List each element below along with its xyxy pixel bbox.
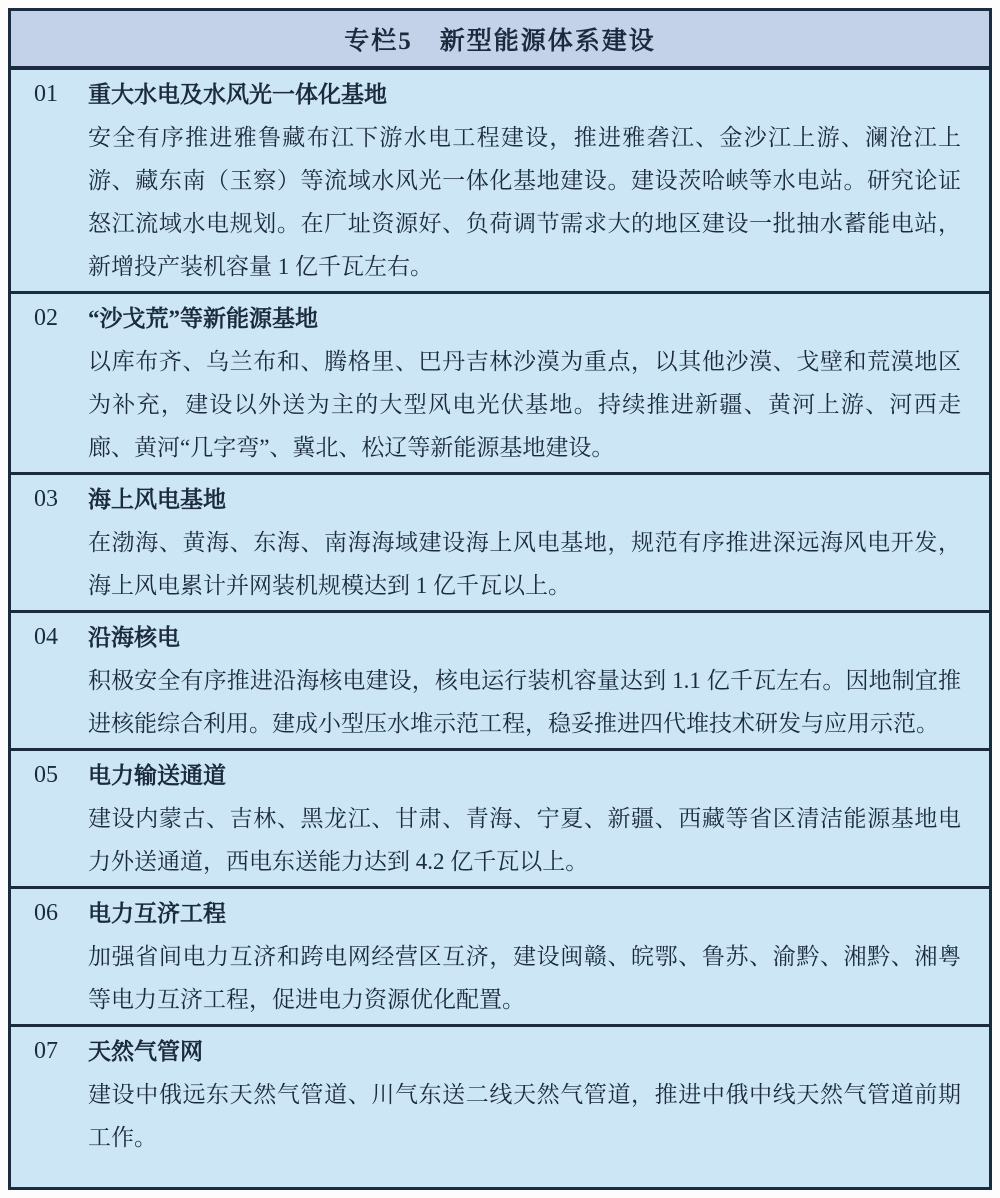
- row-body-text: 以库布齐、乌兰布和、腾格里、巴丹吉林沙漠为重点，以其他沙漠、戈壁和荒漠地区为补充，建设以外送为主的大型风电光伏基地。持续推进新疆、黄河上游、河西走廊、黄河“几字弯”、冀北、松辽等新能源基地建设。: [88, 349, 961, 460]
- table-row: [11, 472, 989, 610]
- row-number: 07: [34, 1038, 58, 1064]
- row-content: [88, 754, 989, 883]
- row-title: 海上风电基地: [88, 487, 226, 512]
- row-body-text: 建设内蒙古、吉林、黑龙江、甘肃、青海、宁夏、新疆、西藏等省区清洁能源基地电力外送通道，西电东送能力达到 4.2 亿千瓦以上。: [88, 806, 961, 874]
- row-content: [88, 73, 989, 288]
- row-content: [88, 1030, 989, 1159]
- table-row: [11, 1024, 989, 1162]
- row-body-text: 安全有序推进雅鲁藏布江下游水电工程建设，推进雅砻江、金沙江上游、澜沧江上游、藏东南（玉察）等流域水风光一体化基地建设。建设茨哈峡等水电站。研究论证怒江流域水电规划。在厂址资源好、负荷调节需求大的地区建设一批抽水蓄能电站，新增投产装机容量 1 亿千瓦左右。: [88, 125, 961, 279]
- table-body: [11, 70, 989, 1162]
- table-header-title: 专栏5 新型能源体系建设: [11, 11, 989, 70]
- row-title: 重大水电及水风光一体化基地: [88, 82, 387, 107]
- row-body-text: 在渤海、黄海、东海、南海海域建设海上风电基地，规范有序推进深远海风电开发，海上风电累计并网装机规模达到 1 亿千瓦以上。: [88, 530, 961, 598]
- row-body-text: 加强省间电力互济和跨电网经营区互济，建设闽赣、皖鄂、鲁苏、渝黔、湘黔、湘粤等电力互济工程，促进电力资源优化配置。: [88, 944, 961, 1012]
- row-number: 01: [34, 81, 58, 107]
- row-content: [88, 616, 989, 745]
- row-body-text: 积极安全有序推进沿海核电建设，核电运行装机容量达到 1.1 亿千瓦左右。因地制宜推进核能综合利用。建成小型压水堆示范工程，稳妥推进四代堆技术研发与应用示范。: [88, 668, 961, 736]
- row-title: 电力输送通道: [88, 763, 226, 788]
- row-title: “沙戈荒”等新能源基地: [88, 306, 318, 331]
- row-content: [88, 297, 989, 469]
- row-title: 电力互济工程: [88, 901, 226, 926]
- table-row: [11, 70, 989, 291]
- row-content: [88, 478, 989, 607]
- row-number: 05: [34, 762, 58, 788]
- row-title: 沿海核电: [88, 625, 180, 650]
- row-content: [88, 892, 989, 1021]
- row-number: 03: [34, 486, 58, 512]
- table-row: [11, 748, 989, 886]
- table-row: [11, 886, 989, 1024]
- table-row: [11, 610, 989, 748]
- row-number: 02: [34, 305, 58, 331]
- row-number: 04: [34, 624, 58, 650]
- row-body-text: 建设中俄远东天然气管道、川气东送二线天然气管道，推进中俄中线天然气管道前期工作。: [88, 1082, 961, 1150]
- row-number: 06: [34, 900, 58, 926]
- table-row: [11, 291, 989, 472]
- energy-system-table: [8, 8, 992, 1190]
- row-title: 天然气管网: [88, 1039, 203, 1064]
